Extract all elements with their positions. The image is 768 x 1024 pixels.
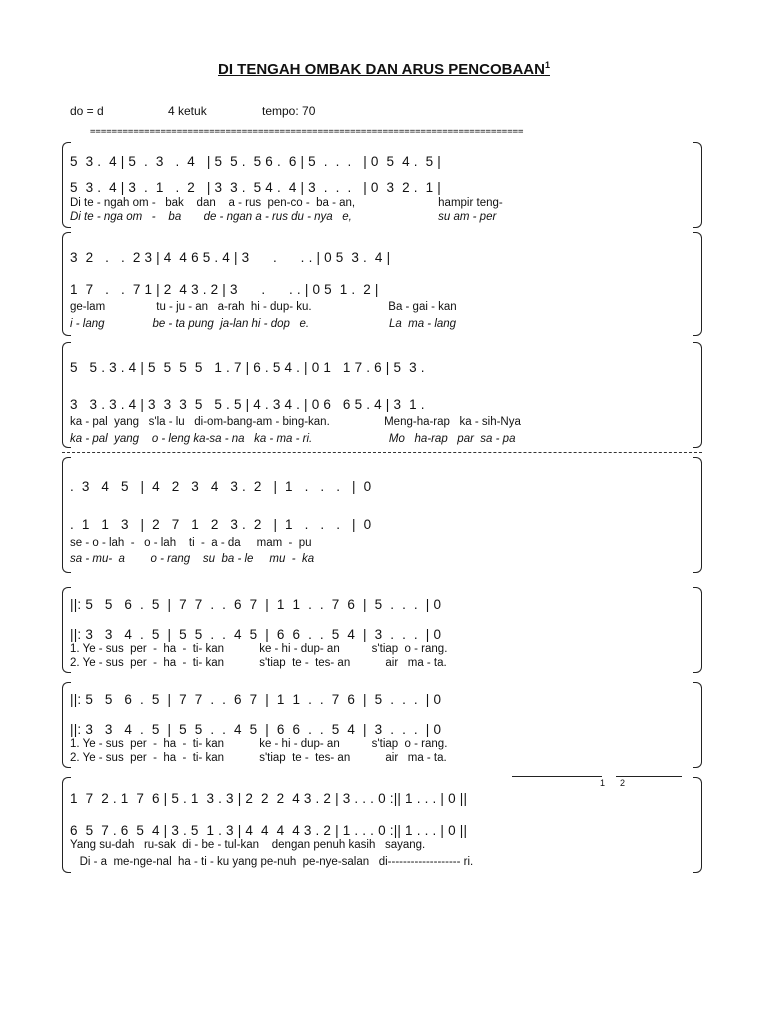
system-bracket-right — [693, 142, 702, 228]
score-system — [62, 680, 702, 770]
notation-line: . 3 4 5 | 4 2 3 4 3 . 2 | 1 . . . | 0 — [70, 479, 372, 494]
notation-line: 5 5 . 3 . 4 | 5 5 5 5 1 . 7 | 6 . 5 4 . | 0 1 1 7 . 6 | 5 3 . — [70, 360, 425, 375]
system-bracket-right — [693, 682, 702, 768]
lyric-line: ka - pal yang s'la - lu di-om-bang-am - bing-kan. Meng-ha-rap ka - sih-Nya — [70, 416, 521, 428]
score-system — [62, 340, 702, 450]
notation-line: 3 3 . 3 . 4 | 3 3 3 5 5 . 5 | 4 . 3 4 . | 0 6 6 5 . 4 | 3 1 . — [70, 397, 425, 412]
notation-line: 5 3 . 4 | 5 . 3 . 4 | 5 5 . 5 6 . 6 | 5 . . . | 0 5 4 . 5 | — [70, 154, 442, 169]
section-dashed-rule — [62, 452, 702, 453]
lyric-line: 1. Ye - sus per - ha - ti- kan ke - hi - dup- an s'tiap o - rang. — [70, 643, 448, 655]
lyric-line: Yang su-dah ru-sak di - be - tul-kan dengan penuh kasih sayang. — [70, 839, 426, 851]
notation-line: ||: 3 3 4 . 5 | 5 5 . . 4 5 | 6 6 . . 5 4 | 3 . . . | 0 — [70, 627, 442, 642]
time-signature: 4 ketuk — [168, 104, 207, 118]
volta-second-bracket — [616, 776, 682, 777]
footnote-mark: 1 — [544, 60, 550, 70]
score-system — [62, 140, 702, 230]
system-bracket-right — [693, 777, 702, 873]
key-signature: do = d — [70, 104, 104, 118]
notation-line: 3 2 . . 2 3 | 4 4 6 5 . 4 | 3 . . . | 0 5 3 . 4 | — [70, 250, 391, 265]
score-system — [62, 230, 702, 338]
volta-second: 2 — [620, 778, 626, 788]
lyric-line: Di te - nga om - ba de - ngan a - rus du - nya e, su am - per — [70, 211, 497, 223]
lyric-line: ge-lam tu - ju - an a-rah hi - dup- ku. Ba - gai - kan — [70, 301, 457, 313]
lyric-line: 2. Ye - sus per - ha - ti- kan s'tiap te - tes- an air ma - ta. — [70, 657, 447, 669]
volta-first-bracket — [512, 776, 602, 777]
lyric-line: 2. Ye - sus per - ha - ti- kan s'tiap te - tes- an air ma - ta. — [70, 752, 447, 764]
notation-line: ||: 3 3 4 . 5 | 5 5 . . 4 5 | 6 6 . . 5 4 | 3 . . . | 0 — [70, 722, 442, 737]
system-bracket-right — [693, 457, 702, 573]
header-separator: ================================================================================ — [90, 128, 524, 136]
notation-line: ||: 5 5 6 . 5 | 7 7 . . 6 7 | 1 1 . . 7 6 | 5 . . . | 0 — [70, 597, 442, 612]
notation-line: 1 7 . . 7 1 | 2 4 3 . 2 | 3 . . . | 0 5 1 . 2 | — [70, 282, 379, 297]
score-system — [62, 585, 702, 675]
song-title-text: DI TENGAH OMBAK DAN ARUS PENCOBAAN — [218, 61, 545, 78]
song-title — [0, 60, 768, 78]
notation-line: 1 7 2 . 1 7 6 | 5 . 1 3 . 3 | 2 2 2 4 3 . 2 | 3 . . . 0 :|| 1 . . . | 0 || — [70, 791, 468, 806]
volta-first: 1 — [600, 778, 606, 788]
system-bracket-right — [693, 342, 702, 448]
score-system — [62, 455, 702, 575]
system-bracket-right — [693, 587, 702, 673]
score-system — [62, 775, 702, 875]
notation-line: 6 5 7 . 6 5 4 | 3 . 5 1 . 3 | 4 4 4 4 3 . 2 | 1 . . . 0 :|| 1 . . . | 0 || — [70, 823, 468, 838]
lyric-line: Di te - ngah om - bak dan a - rus pen-co - ba - an, hampir teng- — [70, 197, 503, 209]
lyric-line: i - lang be - ta pung ja-lan hi - dop e. La ma - lang — [70, 318, 457, 330]
notation-line: . 1 1 3 | 2 7 1 2 3 . 2 | 1 . . . | 0 — [70, 517, 372, 532]
tempo-marking: tempo: 70 — [262, 104, 316, 118]
lyric-line: ka - pal yang o - leng ka-sa - na ka - ma - ri. Mo ha-rap par sa - pa — [70, 433, 516, 445]
system-bracket-right — [693, 232, 702, 336]
lyric-line: 1. Ye - sus per - ha - ti- kan ke - hi - dup- an s'tiap o - rang. — [70, 738, 448, 750]
lyric-line: sa - mu- a o - rang su ba - le mu - ka — [70, 553, 315, 565]
lyric-line: Di - a me-nge-nal ha - ti - ku yang pe-nuh pe-nye-salan di------------------- ri. — [70, 856, 474, 868]
notation-line: 5 3 . 4 | 3 . 1 . 2 | 3 3 . 5 4 . 4 | 3 . . . | 0 3 2 . 1 | — [70, 180, 442, 195]
notation-line: ||: 5 5 6 . 5 | 7 7 . . 6 7 | 1 1 . . 7 6 | 5 . . . | 0 — [70, 692, 442, 707]
lyric-line: se - o - lah - o - lah ti - a - da mam - pu — [70, 537, 312, 549]
